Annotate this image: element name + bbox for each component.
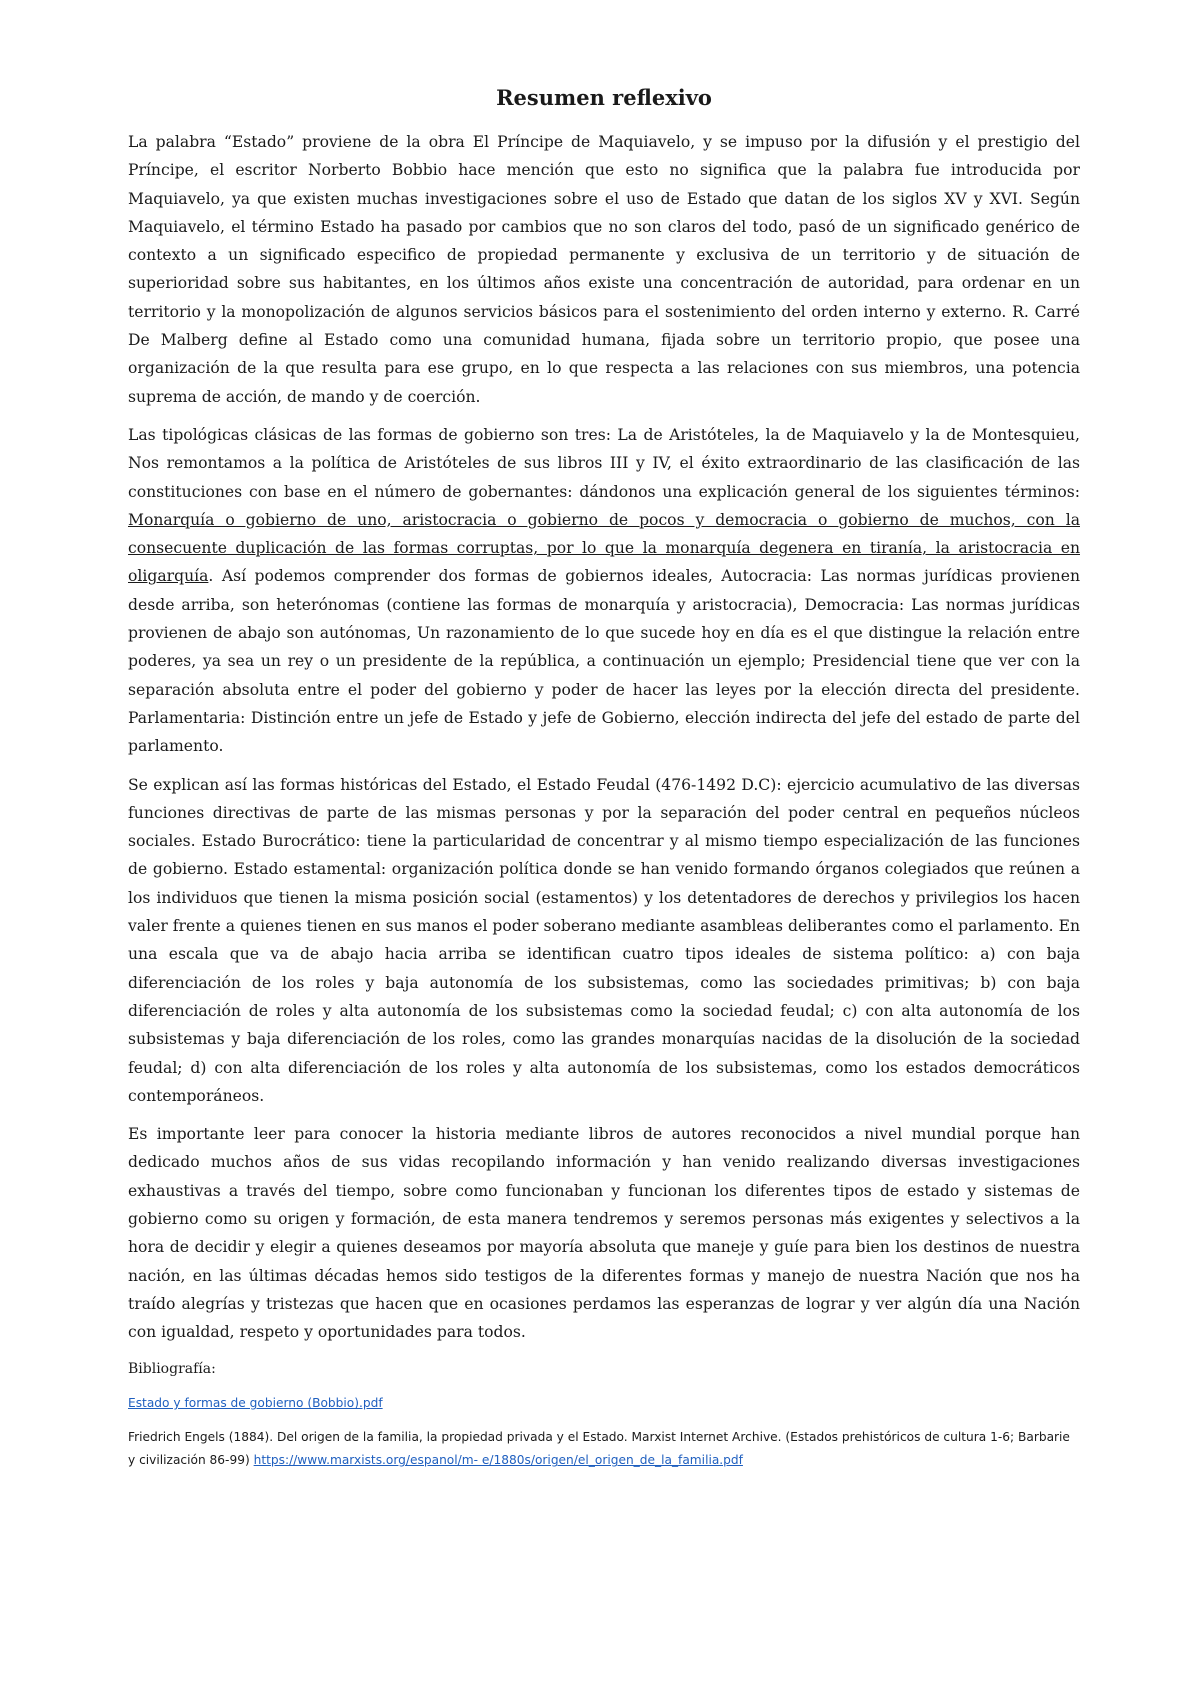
paragraph-historical-forms: Se explican así las formas históricas del Estado, el Estado Feudal (476-1492 D.C): ejercicio acumulativo de las diversas funciones directivas de parte de las mismas personas y por la separación del poder central en pequeños núcleos sociales. Estado Burocrático: tiene la particularidad de concentrar y al mismo tiempo especialización de las funciones de gobierno. Estado estamental: organización política donde se han venido formando órganos colegiados que reúnen a los individuos que tienen la misma posición social (estamentos) y los detentadores de derechos y privilegios los hacen valer frente a quienes tienen en sus manos el poder soberano mediante asambleas deliberantes como el parlamento. En una escala que va de abajo hacia arriba se identifican cuatro tipos ideales de sistema político: a) con baja diferenciación de los roles y baja autonomía de los subsistemas, como las sociedades primitivas; b) con baja diferenciación de roles y alta autonomía de los subsistemas como la sociedad feudal; c) con alta autonomía de los subsistemas y baja diferenciación de los roles, como las grandes monarquías nacidas de la disolución de la sociedad feudal; d) con alta diferenciación de los roles y alta autonomía de los subsistemas, como los estados democráticos contemporáneos. xyxy=(128,775,1080,1105)
paragraph-government-forms-intro: Las tipológicas clásicas de las formas de gobierno son tres: La de Aristóteles, la de Maquiavelo y la de Montesquieu, Nos remontamos a la política de Aristóteles de sus libros III y IV, el éxito extraordinario de las clasificación de las constituciones con base en el número de gobernantes: dándonos una explicación general de los siguientes términos: xyxy=(128,425,1080,501)
bibliography-label: Bibliografía: xyxy=(128,1361,216,1378)
document-title: Resumen reflexivo xyxy=(496,85,712,110)
bibliography-entry-bobbio xyxy=(128,1392,1080,1414)
paragraph-government-forms-rest: . Así podemos comprender dos formas de gobiernos ideales, Autocracia: Las normas jurídicas provienen desde arriba, son heterónomas (contiene las formas de monarquía y aristocracia), Democracia: Las normas jurídicas provienen de abajo son autónomas, Un razonamiento de lo que sucede hoy en día es el que distingue la relación entre poderes, ya sea un rey o un presidente de la república, a continuación un ejemplo; Presidencial tiene que ver con la separación absoluta entre el poder del gobierno y poder de hacer las leyes por la elección directa del presidente. Parlamentaria: Distinción entre un jefe de Estado y jefe de Gobierno, elección indirecta del jefe del estado de parte del parlamento. xyxy=(128,567,1080,756)
engels-reference-text: Friedrich Engels (1884). Del origen de la familia, la propiedad privada y el Estado. Marxist Internet Archive. (Estados prehistóricos de cultura 1-6; Barbarie y civilización 86-99) xyxy=(128,1430,1070,1468)
paragraph-reflection: Es importante leer para conocer la historia mediante libros de autores reconocidos a nivel mundial porque han dedicado muchos años de sus vidas recopilando información y han venido realizando diversas investigaciones exhaustivas a través del tiempo, sobre como funcionaban y funcionan los diferentes tipos de estado y sistemas de gobierno como su origen y formación, de esta manera tendremos y seremos personas más exigentes y selectivos a la hora de decidir y elegir a quienes deseamos por mayoría absoluta que maneje y guíe para bien los destinos de nuestra nación, en las últimas décadas hemos sido testigos de la diferentes formas y manejo de nuestra Nación que nos ha traído alegrías y tristezas que hacen que en ocasiones perdamos las esperanzas de lograr y ver algún día una Nación con igualdad, respeto y oportunidades para todos. xyxy=(128,1125,1080,1342)
document-page xyxy=(128,84,1080,1472)
engels-pdf-link[interactable]: https://www.marxists.org/espanol/m- e/1880s/origen/el_origen_de_la_familia.pdf xyxy=(253,1453,743,1468)
bobbio-pdf-link[interactable]: Estado y formas de gobierno (Bobbio).pdf xyxy=(128,1396,383,1411)
paragraph-estado-origin: La palabra “Estado” proviene de la obra El Príncipe de Maquiavelo, y se impuso por la difusión y el prestigio del Príncipe, el escritor Norberto Bobbio hace mención que esto no significa que la palabra fue introducida por Maquiavelo, ya que existen muchas investigaciones sobre el uso de Estado que datan de los siglos XV y XVI. Según Maquiavelo, el término Estado ha pasado por cambios que no son claros del todo, pasó de un significado genérico de contexto a un significado especifico de propiedad permanente y exclusiva de un territorio y de situación de superioridad sobre sus habitantes, en los últimos años existe una concentración de autoridad, para ordenar en un territorio y la monopolización de algunos servicios básicos para el sostenimiento del orden interno y externo. R. Carré De Malberg define al Estado como una comunidad humana, fijada sobre un territorio propio, que posee una organización de la que resulta para ese grupo, en lo que respecta a las relaciones con sus miembros, una potencia suprema de acción, de mando y de coerción. xyxy=(128,133,1080,406)
paragraph-government-forms xyxy=(128,421,1080,761)
underlined-definition: Monarquía o gobierno de uno, aristocracia o gobierno de pocos y democracia o gobierno de muchos, con la consecuente duplicación de las formas corruptas, por lo que la monarquía degenera en tiranía, la aristocracia en oligarquía xyxy=(128,510,1080,586)
bibliography-entry-engels xyxy=(128,1426,1080,1472)
